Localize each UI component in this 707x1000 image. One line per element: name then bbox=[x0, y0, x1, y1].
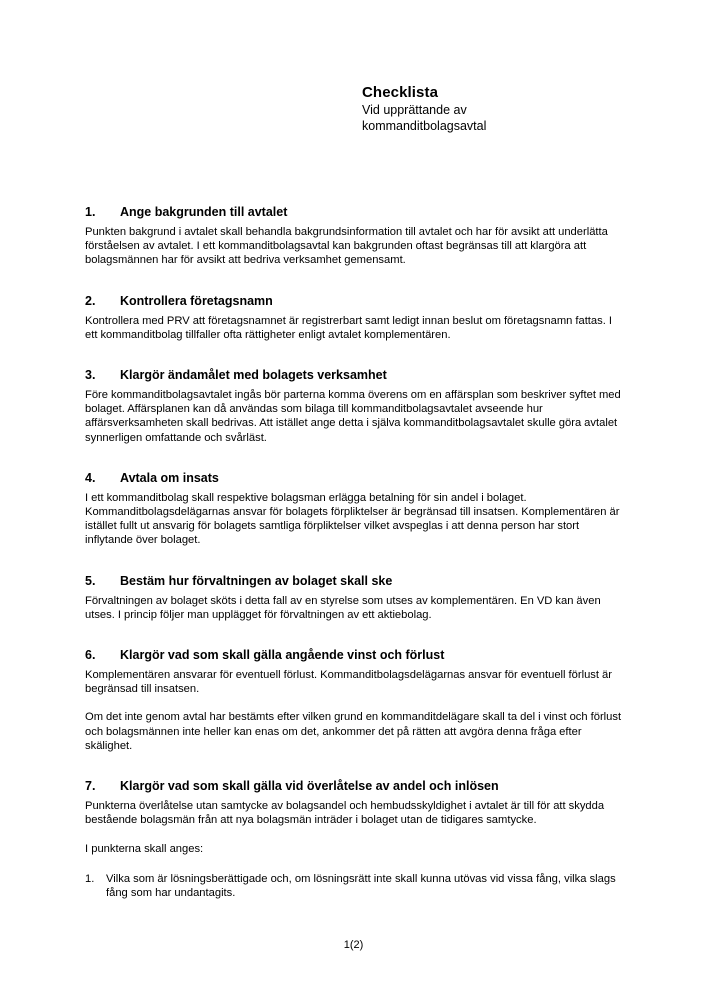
section-4-heading bbox=[85, 471, 622, 486]
section-1-paragraph-1: Punkten bakgrund i avtalet skall behandla bakgrundsinformation till avtalet och har för avsikt att underlätta förståelsen av avtalet. I ett kommanditbolagsavtal kan bakgrunden oftast begränsas till att klargöra att bolagsmännen har för avsikt att bedriva verksamhet gemensamt. bbox=[85, 226, 608, 267]
section-6-heading bbox=[85, 648, 622, 663]
section-6-number: 6. bbox=[85, 648, 96, 663]
section-4-number: 4. bbox=[85, 470, 96, 485]
section-7-paragraph-1: Punkterna överlåtelse utan samtycke av bolagsandel och hembudsskyldighet i avtalet är till för att skydda bestående bolagsmän från att nya bolagsmän inträder i bolaget utan de tidigares samtycke. bbox=[85, 800, 605, 827]
section-3 bbox=[85, 368, 622, 445]
section-7-heading bbox=[85, 779, 622, 794]
list-item-number: 1. bbox=[85, 872, 95, 885]
page-footer: 1(2) bbox=[343, 939, 364, 951]
section-7 bbox=[85, 779, 622, 900]
section-4-paragraph-1: I ett kommanditbolag skall respektive bolagsman erlägga betalning för sin andel i bolaget. Kommanditbolagsdelägarnas ansvar för bolagets förpliktelser är begränsad till insatsen. Komplementären är istället fullt ut ansvarig för bolagets samtliga förpliktelser vilket avspeglas i att denna person har stort inflytande över bolaget. bbox=[85, 491, 620, 547]
document-body bbox=[85, 205, 622, 904]
section-4 bbox=[85, 471, 622, 548]
section-5 bbox=[85, 574, 622, 622]
section-1-heading bbox=[85, 205, 622, 220]
section-6-title: Klargör vad som skall gälla angående vinst och förlust bbox=[120, 648, 445, 663]
document-subtitle-line-1: Vid upprättande av bbox=[362, 103, 467, 117]
section-2-title: Kontrollera företagsnamn bbox=[120, 293, 273, 308]
section-2 bbox=[85, 294, 622, 342]
section-1-number: 1. bbox=[85, 205, 96, 219]
section-4-title: Avtala om insats bbox=[120, 470, 219, 485]
section-1 bbox=[85, 205, 622, 268]
section-5-heading bbox=[85, 574, 622, 589]
section-6-paragraph-1: Komplementären ansvarar för eventuell förlust. Kommanditbolagsdelägarnas ansvar för eventuell förlust är begränsad till insatsen. bbox=[85, 669, 612, 696]
section-3-paragraph-1: Före kommanditbolagsavtalet ingås bör parterna komma överens om en affärsplan som beskriver syftet med bolaget. Affärsplanen kan då användas som bilaga till kommanditbolagsavtalet avseende hur affärsverksamheten skall bedrivas. Att istället ange detta i själva kommanditbolagsavtalet skulle göra avtalet synnerligen omfattande och svårläst. bbox=[85, 389, 621, 444]
section-5-title: Bestäm hur förvaltningen av bolaget skall ske bbox=[120, 573, 393, 588]
section-5-paragraph-1: Förvaltningen av bolaget sköts i detta fall av en styrelse som utses av komplementären. En VD kan även utses. I princip följer man upplägget för förvaltningen av ett aktiebolag. bbox=[85, 594, 601, 621]
section-6 bbox=[85, 648, 622, 753]
section-3-title: Klargör ändamålet med bolagets verksamhet bbox=[120, 368, 387, 383]
section-7-lead-in: I punkterna skall anges: bbox=[85, 843, 204, 856]
section-6-paragraph-2: Om det inte genom avtal har bestämts efter vilken grund en kommanditdelägare skall ta del i vinst och förlust och bolagsmännen inte heller kan enas om det, ankommer det på rätten att avgöra denna fråga efter skälighet. bbox=[85, 711, 622, 752]
section-2-number: 2. bbox=[85, 293, 96, 308]
document-subtitle-line-2: kommanditbolagsavtal bbox=[362, 119, 487, 133]
list-item-text: Vilka som är lösningsberättigade och, om lösningsrätt inte skall kunna utövas vid vissa fång, vilka slags fång som har undantagits. bbox=[106, 872, 616, 899]
section-7-title: Klargör vad som skall gälla vid överlåtelse av andel och inlösen bbox=[120, 779, 499, 794]
section-1-title: Ange bakgrunden till avtalet bbox=[120, 205, 288, 219]
page-title: Checklista bbox=[362, 84, 439, 101]
list-item bbox=[85, 872, 622, 900]
section-2-paragraph-1: Kontrollera med PRV att företagsnamnet är registrerbart samt ledigt innan beslut om företagsnamn fattas. I ett kommanditbolag tillfaller ofta rättigheter enligt avtalet komplementären. bbox=[85, 314, 612, 341]
section-3-number: 3. bbox=[85, 368, 96, 383]
section-2-heading bbox=[85, 294, 622, 309]
section-5-number: 5. bbox=[85, 573, 96, 588]
section-7-number: 7. bbox=[85, 779, 96, 794]
section-7-sub-list bbox=[85, 872, 622, 900]
section-3-heading bbox=[85, 368, 622, 383]
document-title-block bbox=[362, 84, 642, 134]
